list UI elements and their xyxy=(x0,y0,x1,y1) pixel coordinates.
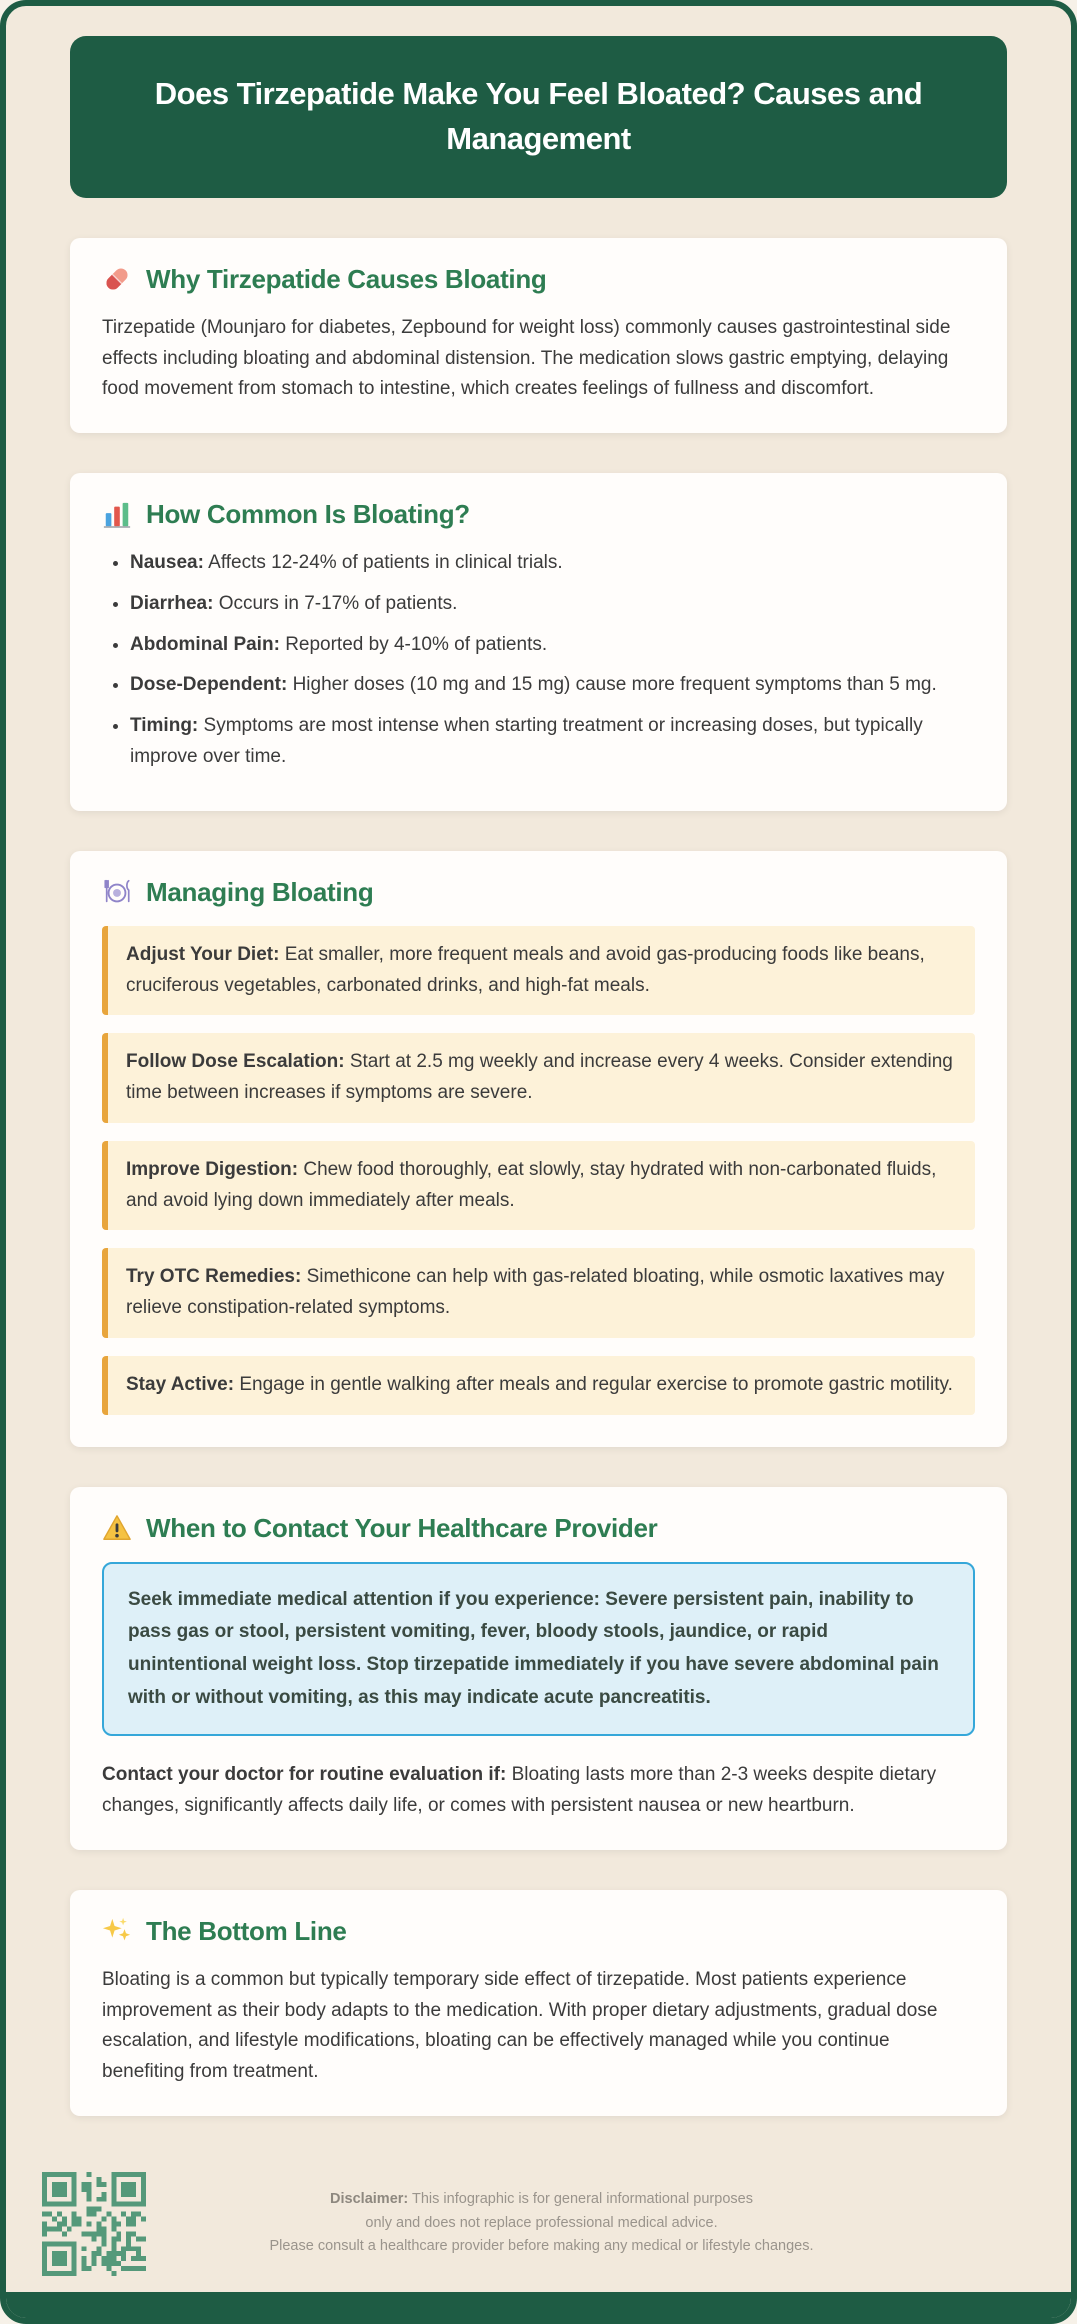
stat-text: Higher doses (10 mg and 15 mg) cause more frequent symptoms than 5 mg. xyxy=(292,674,937,696)
stat-list xyxy=(102,548,975,773)
section-managing-heading xyxy=(102,877,975,908)
plate-cutlery-icon xyxy=(102,877,132,907)
section-heading-text: The Bottom Line xyxy=(146,1915,347,1946)
section-managing xyxy=(70,851,1007,1447)
section-common-heading xyxy=(102,499,975,530)
section-heading-text: Managing Bloating xyxy=(146,876,374,907)
disclaimer-line-3: Please consult a healthcare provider before making any medical or lifestyle changes. xyxy=(269,2237,814,2254)
tip-label: Improve Digestion: xyxy=(126,1158,299,1180)
stat-label: Abdominal Pain: xyxy=(130,633,280,655)
tip-box xyxy=(102,1033,975,1123)
header-banner xyxy=(70,36,1007,198)
stat-list-item xyxy=(130,589,975,620)
tips-list xyxy=(102,926,975,1415)
section-how-common xyxy=(70,473,1007,811)
stat-text: Reported by 4-10% of patients. xyxy=(285,633,548,655)
routine-text: Bloating lasts more than 2-3 weeks despite dietary changes, significantly affects daily life, or comes with persistent nausea or new heartburn. xyxy=(102,1764,937,1817)
tip-label: Follow Dose Escalation: xyxy=(126,1051,345,1073)
pill-icon xyxy=(102,264,132,294)
stat-text: Affects 12-24% of patients in clinical trials. xyxy=(208,552,563,574)
page-title: Does Tirzepatide Make You Feel Bloated? Causes and Management xyxy=(154,76,923,156)
footer xyxy=(70,2160,1007,2276)
routine-label: Contact your doctor for routine evaluation if: xyxy=(102,1764,507,1786)
tip-text: Engage in gentle walking after meals and regular exercise to promote gastric motility. xyxy=(239,1373,953,1395)
section-heading-text: How Common Is Bloating? xyxy=(146,499,470,530)
section-heading-text: Why Tirzepatide Causes Bloating xyxy=(146,263,547,294)
disclaimer-line-2: only and does not replace professional medical advice. xyxy=(365,2214,718,2231)
section-why-body: Tirzepatide (Mounjaro for diabetes, Zepbound for weight loss) commonly causes gastrointestinal side effects including bloating and abdominal distension. The medication slows gastric emptying, delaying food movement from stomach to intestine, which creates feelings of fullness and discomfort. xyxy=(102,316,951,400)
tip-text: Simethicone can help with gas-related bloating, while osmotic laxatives may relieve constipation-related symptoms. xyxy=(126,1266,945,1319)
tip-box xyxy=(102,1248,975,1338)
bottom-accent-bar xyxy=(6,2292,1071,2318)
tip-text: Eat smaller, more frequent meals and avoid gas-producing foods like beans, cruciferous vegetables, carbonated drinks, and high-fat meals. xyxy=(126,943,925,996)
stat-label: Timing: xyxy=(130,715,199,737)
section-why-heading xyxy=(102,264,975,295)
routine-evaluation-note xyxy=(102,1760,975,1822)
section-contact-provider xyxy=(70,1487,1007,1850)
bottom-line-body: Bloating is a common but typically temporary side effect of tirzepatide. Most patients experience improvement as their body adapts to the medication. With proper dietary adjustments, gradual dose escalation, and lifestyle modifications, bloating can be effectively managed while you continue benefiting from treatment. xyxy=(102,1968,938,2083)
stat-list-item xyxy=(130,630,975,661)
stat-text: Symptoms are most intense when starting treatment or increasing doses, but typically improve over time. xyxy=(130,715,923,767)
section-bottom-line xyxy=(70,1890,1007,2116)
disclaimer-label: Disclaimer: xyxy=(330,2191,409,2208)
stat-label: Nausea: xyxy=(130,552,204,574)
tip-text: Chew food thoroughly, eat slowly, stay hydrated with non-carbonated fluids, and avoid lying down immediately after meals. xyxy=(126,1158,937,1211)
sparkles-icon xyxy=(102,1916,132,1946)
tip-label: Stay Active: xyxy=(126,1373,235,1395)
tip-label: Try OTC Remedies: xyxy=(126,1266,302,1288)
qr-code xyxy=(42,2172,146,2276)
warning-icon xyxy=(102,1513,132,1543)
section-heading-text: When to Contact Your Healthcare Provider xyxy=(146,1512,658,1543)
disclaimer-text xyxy=(146,2188,1007,2276)
stat-label: Diarrhea: xyxy=(130,592,214,614)
disclaimer-line-1: This infographic is for general informational purposes xyxy=(412,2191,753,2208)
stat-list-item xyxy=(130,670,975,701)
tip-text: Start at 2.5 mg weekly and increase every 4 weeks. Consider extending time between increases if symptoms are severe. xyxy=(126,1051,953,1104)
stat-list-item xyxy=(130,711,975,773)
tip-label: Adjust Your Diet: xyxy=(126,943,280,965)
section-why-bloating xyxy=(70,238,1007,433)
bar-chart-icon xyxy=(102,500,132,530)
tip-box xyxy=(102,1356,975,1415)
stat-text: Occurs in 7-17% of patients. xyxy=(218,592,458,614)
stat-label: Dose-Dependent: xyxy=(130,674,288,696)
emergency-alert-box: Seek immediate medical attention if you experience: Severe persistent pain, inability to pass gas or stool, persistent vomiting, fever, bloody stools, jaundice, or rapid unintentional weight loss. Stop tirzepatide immediately if you have severe abdominal pain with or without vomiting, as this may indicate acute pancreatitis. xyxy=(102,1562,975,1737)
tip-box xyxy=(102,926,975,1016)
tip-box xyxy=(102,1141,975,1231)
section-contact-heading xyxy=(102,1513,975,1544)
section-bottom-line-heading xyxy=(102,1916,975,1947)
stat-list-item xyxy=(130,548,975,579)
